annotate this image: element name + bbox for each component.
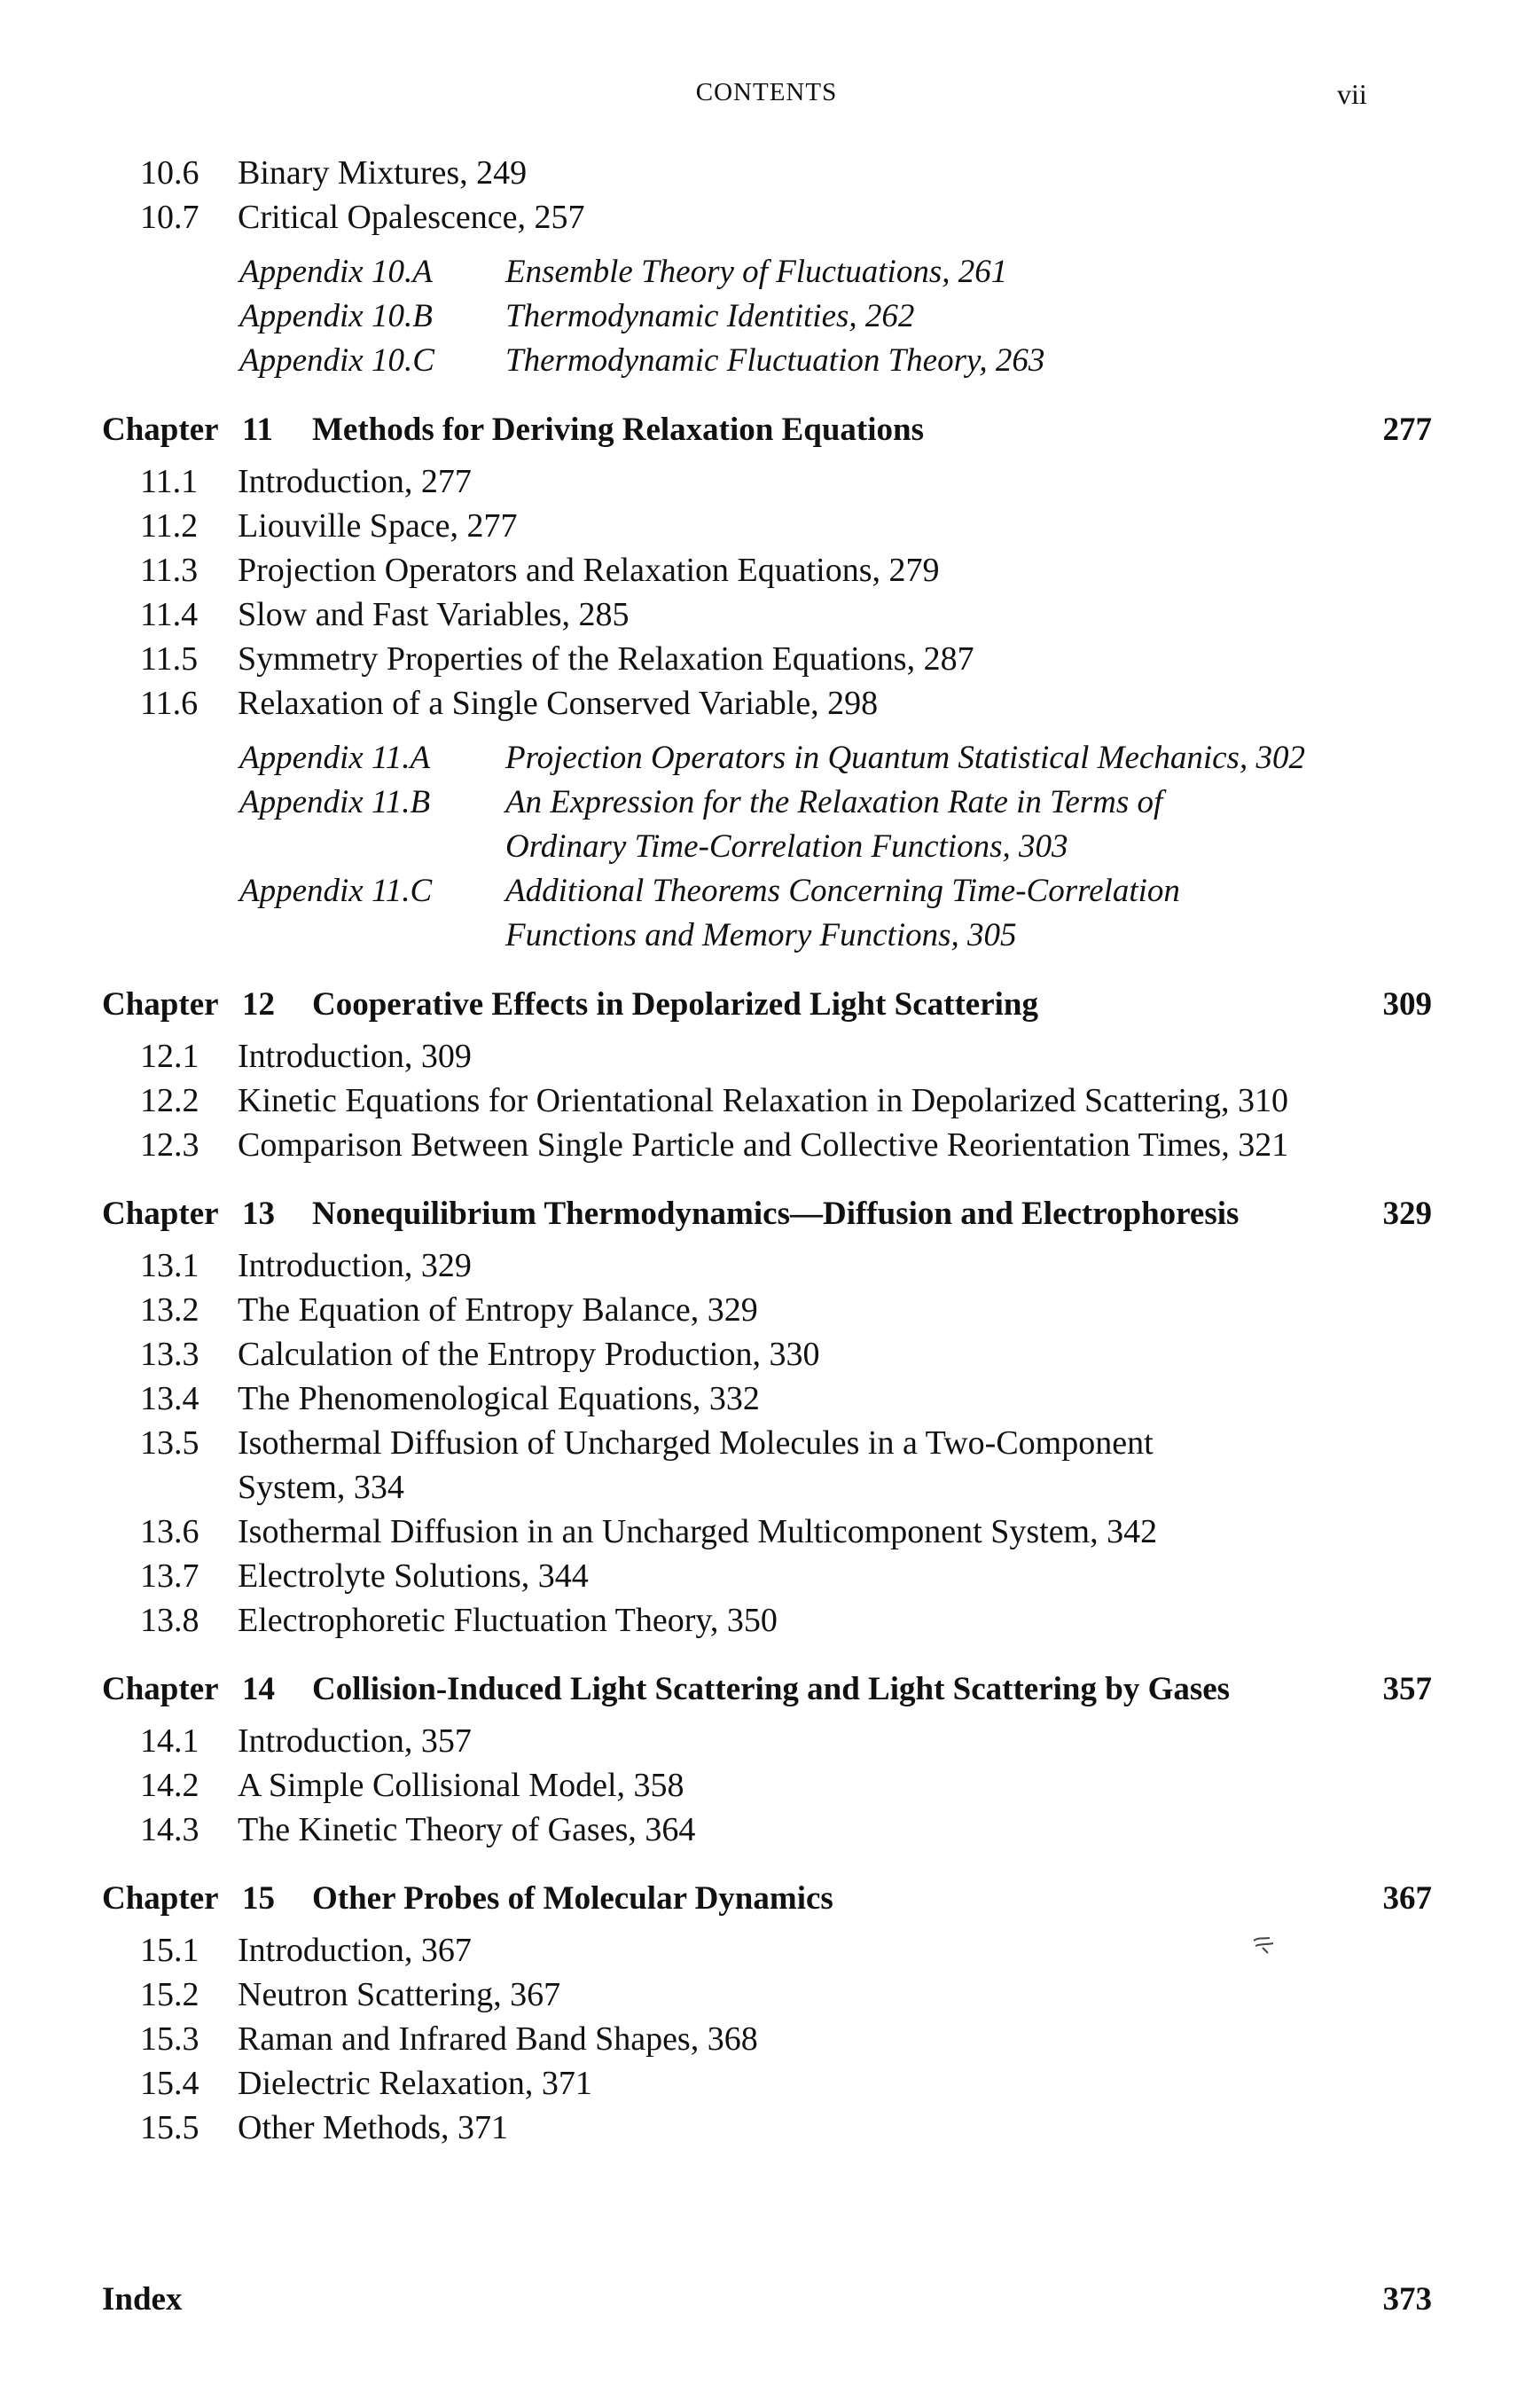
- index-page-number: 373: [1382, 2281, 1432, 2318]
- section-number: 13.6: [140, 1513, 199, 1550]
- chapter-page-number: 357: [1382, 1671, 1432, 1707]
- section-title: [238, 1598, 1381, 1643]
- section-entry[interactable]: [102, 681, 1432, 726]
- section-number: 12.3: [140, 1126, 199, 1164]
- table-of-contents: [102, 151, 1432, 2150]
- section-title: [238, 1034, 1381, 1079]
- section-title-line: Symmetry Properties of the Relaxation Equations, 287: [238, 640, 974, 678]
- chapter-heading[interactable]: [102, 1185, 1432, 1243]
- section-title: [238, 1243, 1381, 1288]
- section-title-line: Electrophoretic Fluctuation Theory, 350: [238, 1602, 778, 1639]
- section-entry[interactable]: [102, 2106, 1432, 2150]
- section-number: 11.5: [140, 640, 199, 678]
- section-entry[interactable]: [102, 1332, 1432, 1377]
- section-entry[interactable]: [102, 1123, 1432, 1167]
- section-title-line: Calculation of the Entropy Production, 330: [238, 1336, 820, 1373]
- appendix-label: Appendix 11.A: [239, 740, 431, 776]
- page-header: [0, 78, 1533, 114]
- spacer: [102, 239, 1432, 250]
- chapter-title: Nonequilibrium Thermodynamics—Diffusion and Electrophoresis: [312, 1196, 1240, 1232]
- section-title-line: Isothermal Diffusion in an Uncharged Multicomponent System, 342: [238, 1513, 1158, 1550]
- section-title: [238, 195, 1381, 239]
- section-number: 11.2: [140, 507, 199, 545]
- appendix-title: [505, 869, 1392, 958]
- section-number: 13.8: [140, 1602, 199, 1639]
- section-title-line: Introduction, 357: [238, 1722, 472, 1760]
- chapter-heading[interactable]: [102, 976, 1432, 1034]
- section-number: 15.2: [140, 1976, 199, 2013]
- appendix-label: Appendix 10.B: [239, 298, 433, 334]
- appendix-title-line: Ensemble Theory of Fluctuations, 261: [505, 254, 1008, 290]
- chapter-page-number: 329: [1382, 1196, 1432, 1232]
- section-entry[interactable]: [102, 151, 1432, 195]
- appendix-label: Appendix 10.A: [239, 254, 433, 290]
- appendix-entry[interactable]: [102, 780, 1432, 869]
- section-title-line: System, 334: [238, 1469, 404, 1506]
- index-label: Index: [102, 2281, 183, 2318]
- section-entry[interactable]: [102, 1243, 1432, 1288]
- section-title: [238, 592, 1381, 637]
- section-title-line: Kinetic Equations for Orientational Relaxation in Depolarized Scattering, 310: [238, 1082, 1289, 1119]
- section-title-line: A Simple Collisional Model, 358: [238, 1767, 684, 1804]
- section-title: [238, 1719, 1381, 1763]
- section-title-line: Raman and Infrared Band Shapes, 368: [238, 2020, 758, 2058]
- section-entry[interactable]: [102, 1034, 1432, 1079]
- section-title-line: Neutron Scattering, 367: [238, 1976, 561, 2013]
- section-entry[interactable]: [102, 1763, 1432, 1808]
- section-title: [238, 1421, 1381, 1510]
- section-entry[interactable]: [102, 637, 1432, 681]
- section-title-line: Other Methods, 371: [238, 2109, 509, 2146]
- section-title: [238, 1377, 1381, 1421]
- section-title: [238, 2061, 1381, 2106]
- section-number: 14.3: [140, 1811, 199, 1848]
- appendix-title: [505, 339, 1392, 383]
- appendix-entry[interactable]: [102, 869, 1432, 958]
- appendix-title-line: Projection Operators in Quantum Statistical Mechanics, 302: [505, 740, 1305, 776]
- section-number: 13.5: [140, 1424, 199, 1462]
- appendix-title-line: Thermodynamic Fluctuation Theory, 263: [505, 342, 1045, 379]
- section-title: [238, 1554, 1381, 1598]
- section-title: [238, 459, 1381, 504]
- section-title: [238, 1928, 1381, 1973]
- chapter-number: 13: [242, 1196, 275, 1232]
- section-title-line: Introduction, 367: [238, 1932, 472, 1969]
- chapter-heading[interactable]: [102, 1660, 1432, 1719]
- chapter-number: 14: [242, 1671, 275, 1707]
- section-title-line: Relaxation of a Single Conserved Variable, 298: [238, 685, 879, 722]
- section-number: 15.3: [140, 2020, 199, 2058]
- appendix-entry[interactable]: [102, 250, 1432, 294]
- section-title-line: Introduction, 329: [238, 1247, 472, 1284]
- section-number: 14.1: [140, 1722, 199, 1760]
- section-title: [238, 1808, 1381, 1852]
- section-title: [238, 2106, 1381, 2150]
- chapter-title: Other Probes of Molecular Dynamics: [312, 1880, 833, 1917]
- section-number: 10.7: [140, 199, 199, 236]
- section-number: 13.4: [140, 1380, 199, 1417]
- section-title: [238, 2017, 1381, 2061]
- section-entry[interactable]: [102, 592, 1432, 637]
- section-entry[interactable]: [102, 1377, 1432, 1421]
- section-title: [238, 151, 1381, 195]
- section-title: [238, 1332, 1381, 1377]
- section-number: 13.7: [140, 1557, 199, 1595]
- section-entry[interactable]: [102, 1554, 1432, 1598]
- chapter-title: Collision-Induced Light Scattering and Light Scattering by Gases: [312, 1671, 1231, 1707]
- appendix-title-line: Additional Theorems Concerning Time-Correlation: [505, 873, 1180, 909]
- section-title-line: Dielectric Relaxation, 371: [238, 2065, 592, 2102]
- section-number: 15.5: [140, 2109, 199, 2146]
- section-title-line: The Phenomenological Equations, 332: [238, 1380, 760, 1417]
- appendix-label: Appendix 10.C: [239, 342, 434, 379]
- appendix-entry[interactable]: [102, 294, 1432, 339]
- section-title: [238, 1288, 1381, 1332]
- appendix-title-line: Ordinary Time-Correlation Functions, 303: [505, 828, 1068, 865]
- section-title: [238, 1079, 1381, 1123]
- page-number: vii: [1337, 78, 1367, 110]
- section-number: 13.1: [140, 1247, 199, 1284]
- section-entry[interactable]: [102, 1288, 1432, 1332]
- section-title: [238, 681, 1381, 726]
- section-title: [238, 504, 1381, 548]
- section-title-line: Liouville Space, 277: [238, 507, 518, 545]
- chapter-title: Methods for Deriving Relaxation Equations: [312, 412, 925, 448]
- section-title-line: Projection Operators and Relaxation Equations, 279: [238, 552, 940, 589]
- section-title: [238, 637, 1381, 681]
- spacer: [102, 726, 1432, 736]
- section-title-line: Critical Opalescence, 257: [238, 199, 585, 236]
- appendix-entry[interactable]: [102, 736, 1432, 780]
- section-title: [238, 1123, 1381, 1167]
- section-entry[interactable]: [102, 548, 1432, 592]
- appendix-title: [505, 250, 1392, 294]
- appendix-title-line: An Expression for the Relaxation Rate in Terms of: [505, 784, 1163, 820]
- section-number: 11.4: [140, 596, 199, 633]
- section-title-line: The Equation of Entropy Balance, 329: [238, 1291, 758, 1329]
- section-entry[interactable]: [102, 1510, 1432, 1554]
- section-number: 15.4: [140, 2065, 199, 2102]
- section-title-line: Introduction, 277: [238, 463, 472, 500]
- smudge-mark: [1252, 1935, 1275, 1955]
- section-number: 13.2: [140, 1291, 199, 1329]
- chapter-number: 15: [242, 1880, 275, 1917]
- chapter-number: 12: [242, 986, 275, 1023]
- section-title-line: Isothermal Diffusion of Uncharged Molecules in a Two-Component: [238, 1424, 1154, 1462]
- chapter-page-number: 309: [1382, 986, 1432, 1023]
- section-number: 11.3: [140, 552, 199, 589]
- appendix-title: [505, 736, 1392, 780]
- section-title-line: Comparison Between Single Particle and Collective Reorientation Times, 321: [238, 1126, 1289, 1164]
- section-entry[interactable]: [102, 2061, 1432, 2106]
- appendix-title-line: Functions and Memory Functions, 305: [505, 917, 1017, 953]
- section-entry[interactable]: [102, 1719, 1432, 1763]
- section-title: [238, 1973, 1381, 2017]
- section-title-line: Slow and Fast Variables, 285: [238, 596, 630, 633]
- running-title: CONTENTS: [695, 78, 838, 106]
- chapter-title: Cooperative Effects in Depolarized Light Scattering: [312, 986, 1038, 1023]
- section-entry[interactable]: [102, 2017, 1432, 2061]
- index-entry[interactable]: [102, 2275, 1432, 2325]
- section-number: 12.2: [140, 1082, 199, 1119]
- chapter-label: Chapter: [102, 1671, 219, 1707]
- section-number: 12.1: [140, 1038, 199, 1075]
- chapter-label: Chapter: [102, 986, 219, 1023]
- section-number: 13.3: [140, 1336, 199, 1373]
- section-entry[interactable]: [102, 1079, 1432, 1123]
- chapter-label: Chapter: [102, 1196, 219, 1232]
- section-entry[interactable]: [102, 1598, 1432, 1643]
- section-entry[interactable]: [102, 1973, 1432, 2017]
- appendix-entry[interactable]: [102, 339, 1432, 383]
- section-entry[interactable]: [102, 1808, 1432, 1852]
- section-entry[interactable]: [102, 195, 1432, 239]
- chapter-page-number: 277: [1382, 412, 1432, 448]
- section-entry[interactable]: [102, 1928, 1432, 1973]
- chapter-heading[interactable]: [102, 1870, 1432, 1928]
- section-number: 15.1: [140, 1932, 199, 1969]
- section-entry[interactable]: [102, 1421, 1432, 1510]
- section-title: [238, 548, 1381, 592]
- section-number: 10.6: [140, 154, 199, 192]
- section-number: 11.6: [140, 685, 199, 722]
- chapter-number: 11: [242, 412, 273, 448]
- appendix-label: Appendix 11.B: [239, 784, 431, 820]
- chapter-page-number: 367: [1382, 1880, 1432, 1917]
- section-number: 14.2: [140, 1767, 199, 1804]
- chapter-label: Chapter: [102, 412, 219, 448]
- appendix-title: [505, 294, 1392, 339]
- section-entry[interactable]: [102, 459, 1432, 504]
- section-number: 11.1: [140, 463, 199, 500]
- appendix-title-line: Thermodynamic Identities, 262: [505, 298, 915, 334]
- section-title-line: Binary Mixtures, 249: [238, 154, 528, 192]
- chapter-heading[interactable]: [102, 401, 1432, 459]
- appendix-label: Appendix 11.C: [239, 873, 433, 909]
- chapter-label: Chapter: [102, 1880, 219, 1917]
- section-title-line: Electrolyte Solutions, 344: [238, 1557, 589, 1595]
- section-title: [238, 1510, 1381, 1554]
- section-title: [238, 1763, 1381, 1808]
- section-title-line: Introduction, 309: [238, 1038, 472, 1075]
- appendix-title: [505, 780, 1392, 869]
- section-entry[interactable]: [102, 504, 1432, 548]
- section-title-line: The Kinetic Theory of Gases, 364: [238, 1811, 696, 1848]
